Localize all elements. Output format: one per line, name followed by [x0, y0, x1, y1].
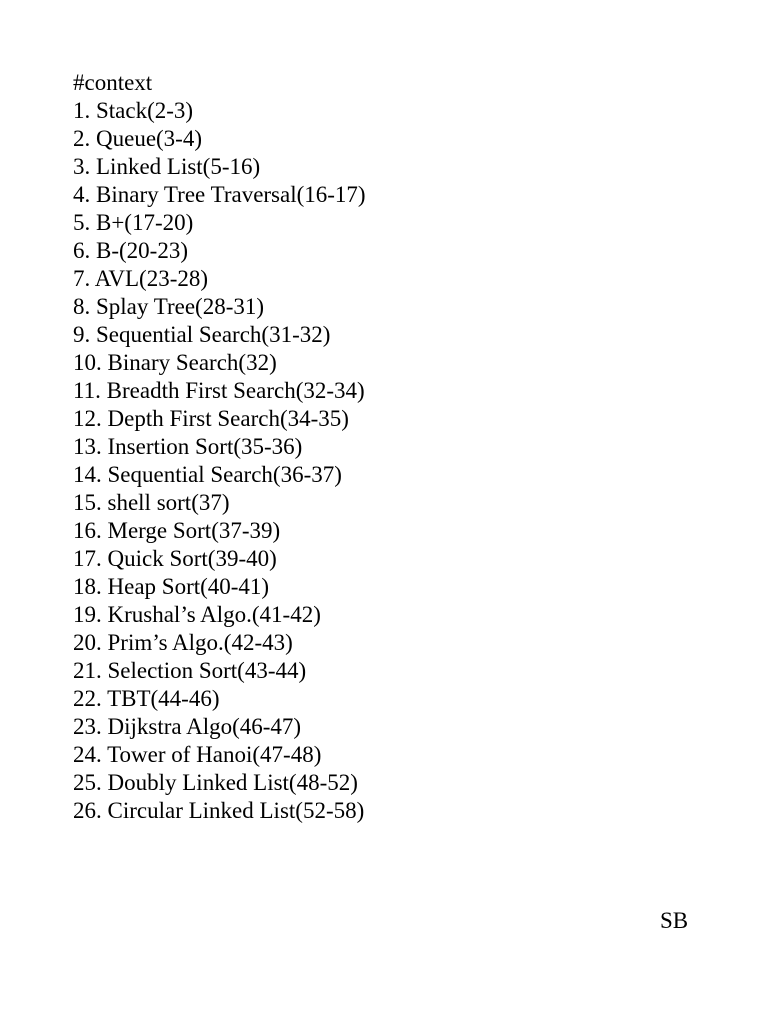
signature-initials: SB: [660, 908, 689, 933]
toc-item: 9. Sequential Search(31-32): [73, 322, 331, 347]
toc-item: 7. AVL(23-28): [73, 266, 209, 291]
toc-item: 3. Linked List(5-16): [73, 154, 261, 179]
toc-item: 17. Quick Sort(39-40): [73, 546, 277, 571]
document-heading: #context: [73, 70, 153, 95]
toc-item: 13. Insertion Sort(35-36): [73, 434, 303, 459]
toc-item: 19. Krushal’s Algo.(41-42): [73, 602, 321, 627]
toc-item: 1. Stack(2-3): [73, 98, 194, 123]
toc-item: 24. Tower of Hanoi(47-48): [73, 742, 322, 767]
toc-item: 14. Sequential Search(36-37): [73, 462, 342, 487]
toc-item: 15. shell sort(37): [73, 490, 230, 515]
toc-item: 21. Selection Sort(43-44): [73, 658, 307, 683]
toc-item: 5. B+(17-20): [73, 210, 194, 235]
toc-item: 2. Queue(3-4): [73, 126, 203, 151]
toc-item: 23. Dijkstra Algo(46-47): [73, 714, 302, 739]
toc-item: 8. Splay Tree(28-31): [73, 294, 265, 319]
toc-item: 25. Doubly Linked List(48-52): [73, 770, 358, 795]
toc-item: 6. B-(20-23): [73, 238, 188, 263]
toc-item: 22. TBT(44-46): [73, 686, 220, 711]
toc-item: 26. Circular Linked List(52-58): [73, 798, 365, 823]
toc-item: 12. Depth First Search(34-35): [73, 406, 349, 431]
toc-item: 16. Merge Sort(37-39): [73, 518, 281, 543]
table-of-contents: [73, 97, 366, 825]
toc-item: 20. Prim’s Algo.(42-43): [73, 630, 293, 655]
toc-item: 11. Breadth First Search(32-34): [73, 378, 365, 403]
toc-item: 18. Heap Sort(40-41): [73, 574, 270, 599]
toc-item: 10. Binary Search(32): [73, 350, 277, 375]
toc-item: 4. Binary Tree Traversal(16-17): [73, 182, 366, 207]
